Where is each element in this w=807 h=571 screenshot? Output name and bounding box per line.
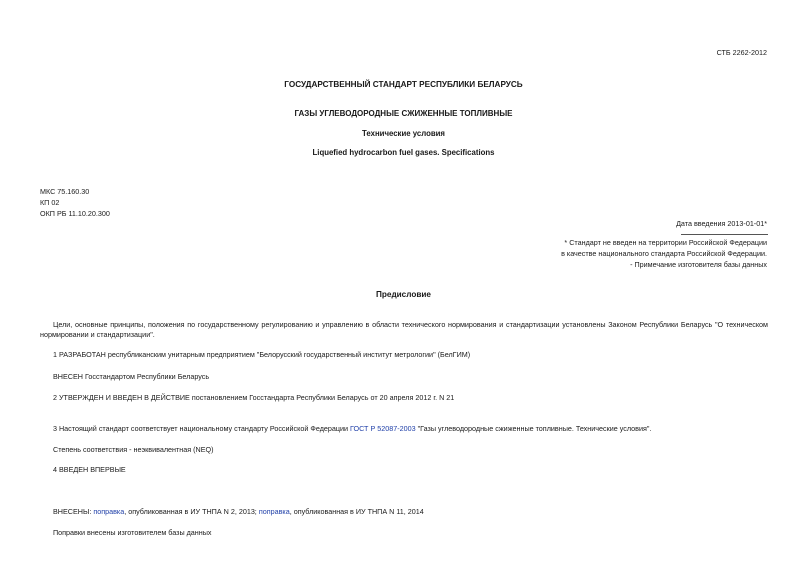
footnote-divider (681, 234, 768, 235)
item-3-text-after: "Газы углеводородные сжиженные топливные. Технические условия". (415, 424, 652, 433)
amendment-text-2: , опубликованная в ИУ ТНПА N 11, 2014 (289, 507, 424, 516)
item-1: 1 РАЗРАБОТАН республиканским унитарным предприятием "Белорусский государственный институт метрологии" (БелГИМ) (53, 350, 471, 359)
item-3-text-before: 3 Настоящий стандарт соответствует национальному стандарту Российской Федерации (53, 424, 351, 433)
footnote-line-2: в качестве национального стандарта Российской Федерации. (561, 249, 767, 258)
item-4: 4 ВВЕДЕН ВПЕРВЫЕ (53, 465, 126, 474)
standard-title: ГОСУДАРСТВЕННЫЙ СТАНДАРТ РЕСПУБЛИКИ БЕЛАРУСЬ (284, 80, 523, 89)
item-2: 2 УТВЕРЖДЕН И ВВЕДЕН В ДЕЙСТВИЕ постановлением Госстандарта Республики Беларусь от 20 апреля 2012 г. N 21 (53, 393, 455, 402)
intro-date: Дата введения 2013-01-01* (676, 219, 767, 228)
amendments (53, 507, 424, 516)
amendment-link-2[interactable]: поправка (258, 507, 290, 516)
doc-title: ГАЗЫ УГЛЕВОДОРОДНЫЕ СЖИЖЕННЫЕ ТОПЛИВНЫЕ (294, 109, 513, 118)
doc-code: СТБ 2262-2012 (716, 48, 767, 57)
gost-link[interactable]: ГОСТ Р 52087-2003 (350, 424, 416, 433)
footnote-line-1: * Стандарт не введен на территории Российской Федерации (564, 238, 767, 247)
preface-heading: Предисловие (376, 290, 431, 299)
footnote-line-3: - Примечание изготовителя базы данных (630, 260, 767, 269)
amendment-link-1[interactable]: поправка (93, 507, 125, 516)
amendment-text-1: , опубликованная в ИУ ТНПА N 2, 2013; (124, 507, 259, 516)
amendments-note: Поправки внесены изготовителем базы данных (53, 528, 212, 537)
doc-title-en: Liquefied hydrocarbon fuel gases. Specifications (312, 148, 495, 157)
item-3b: Степень соответствия - неэквивалентная (NEQ) (53, 445, 214, 454)
item-1b: ВНЕСЕН Госстандартом Республики Беларусь (53, 372, 210, 381)
preface-text: Цели, основные принципы, положения по государственному регулированию и управлению в области технического нормирования и стандартизации установлены Законом Республики Беларусь "О техническом нормировании и стандартизации". (40, 320, 768, 339)
okp-code: ОКП РБ 11.10.20.300 (40, 209, 110, 218)
mks-code: МКС 75.160.30 (40, 187, 90, 196)
item-3 (53, 424, 651, 433)
kp-code: КП 02 (40, 198, 60, 207)
doc-subtitle: Технические условия (362, 129, 445, 138)
amendments-label: ВНЕСЕНЫ: (53, 507, 94, 516)
